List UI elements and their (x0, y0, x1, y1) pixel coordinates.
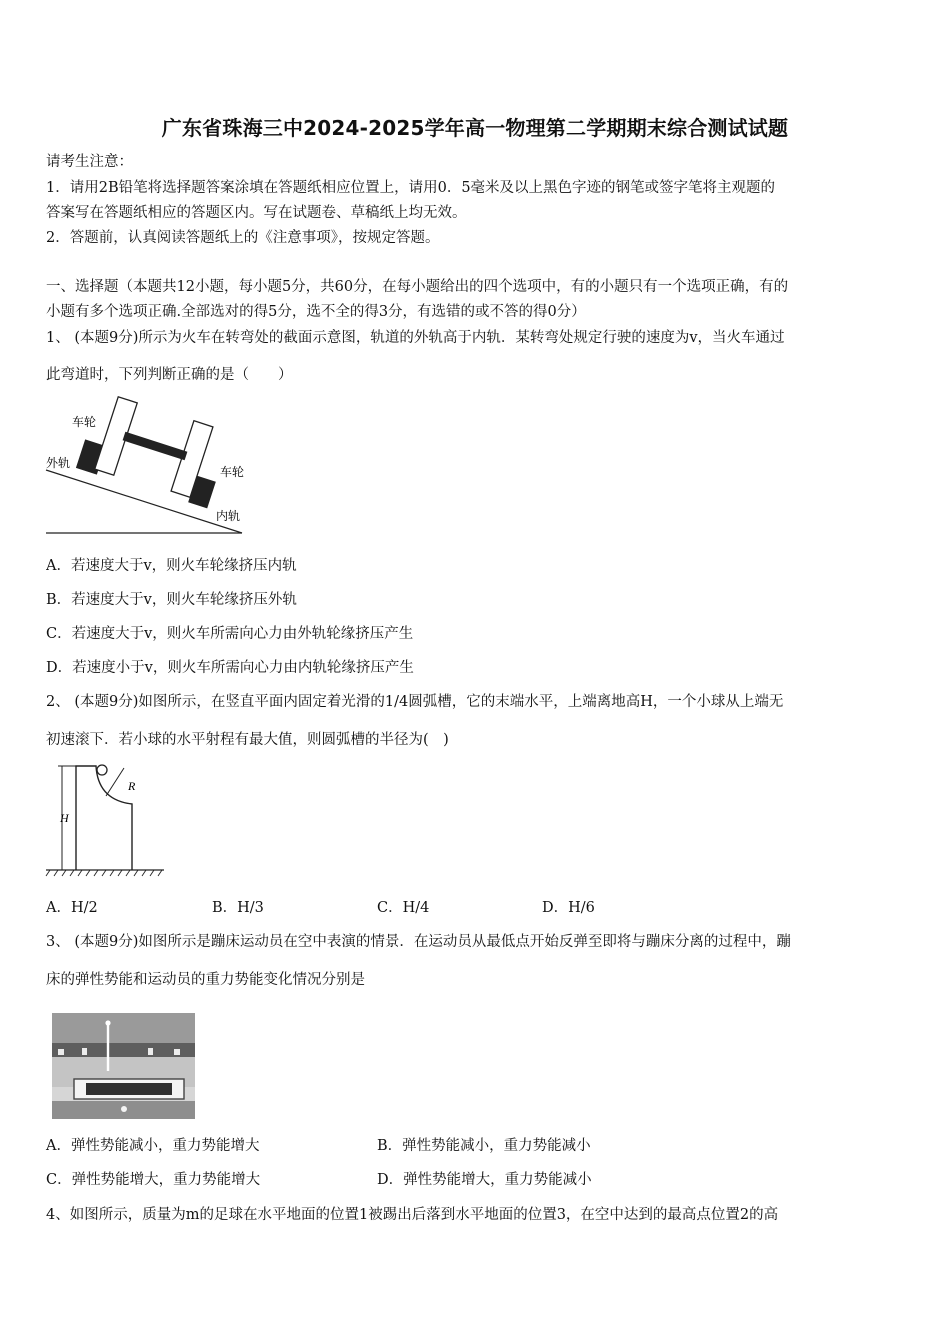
q1-stem-line1: 1、 (本题9分)所示为火车在转弯处的截面示意图，轨道的外轨高于内轨．某转弯处规定行驶的速度为v，当火车通过 (46, 330, 785, 346)
q1-stem-line2: 此弯道时，下列判断正确的是（ ） (46, 367, 293, 383)
photo-coach (121, 1106, 127, 1112)
q3-stem-line1: 3、 (本题9分)如图所示是蹦床运动员在空中表演的情景．在运动员从最低点开始反弹至即将与蹦床分离的过程中，蹦 (46, 934, 791, 950)
q3-option-a: A．弹性势能减小，重力势能增大 (46, 1138, 260, 1154)
q4-stem-line1: 4、如图所示，质量为m的足球在水平地面的位置1被踢出后落到水平地面的位置3，在空中达到的最高点位置2的高 (46, 1207, 779, 1223)
q2-option-c: C．H/4 (377, 900, 430, 916)
q3-option-d: D．弹性势能增大，重力势能减小 (377, 1172, 592, 1188)
q2-option-d: D．H/6 (542, 900, 595, 916)
section-header-1: 一、选择题（本题共12小题，每小题5分，共60分，在每小题给出的四个选项中，有的小题只有一个选项正确，有的 (46, 279, 789, 295)
photo-audience (52, 1043, 195, 1057)
photo-upper-wall (52, 1013, 195, 1047)
q1-option-d: D．若速度小于v，则火车所需向心力由内轨轮缘挤压产生 (46, 660, 414, 676)
q2-stem-line1: 2、 (本题9分)如图所示，在竖直平面内固定着光滑的1/4圆弧槽，它的末端水平，上端离地高H，一个小球从上端无 (46, 694, 784, 710)
arc-groove-figure (44, 758, 168, 878)
slope-line (46, 470, 242, 533)
radius-arrow (106, 768, 124, 796)
q1-option-c: C．若速度大于v，则火车所需向心力由外轨轮缘挤压产生 (46, 626, 414, 642)
train-cross-section-figure (44, 390, 244, 538)
label-wheel-right: 车轮 (220, 465, 244, 479)
ball (97, 765, 107, 775)
q3-option-c: C．弹性势能增大，重力势能增大 (46, 1172, 261, 1188)
notice-item-2: 2．答题前，认真阅读答题纸上的《注意事项》，按规定答题。 (46, 230, 440, 246)
label-r: R (128, 779, 136, 793)
q3-stem-line2: 床的弹性势能和运动员的重力势能变化情况分别是 (46, 972, 365, 988)
trampoline-photo (52, 1013, 195, 1119)
photo-spectator (174, 1049, 180, 1055)
label-h: H (60, 811, 69, 825)
arc-groove (76, 766, 132, 870)
q2-option-b: B．H/3 (212, 900, 264, 916)
photo-spectator (148, 1048, 153, 1055)
q2-option-a: A．H/2 (46, 900, 98, 916)
q3-option-b: B．弹性势能减小，重力势能减小 (377, 1138, 591, 1154)
label-inner-rail: 内轨 (216, 509, 241, 523)
q1-option-b: B．若速度大于v，则火车轮缘挤压外轨 (46, 592, 297, 608)
photo-trampoline-bed (86, 1083, 172, 1095)
q2-stem-line2: 初速滚下．若小球的水平射程有最大值，则圆弧槽的半径为( ) (46, 732, 449, 748)
photo-spectator (58, 1049, 64, 1055)
notice-header: 请考生注意： (46, 154, 133, 170)
q1-option-a: A．若速度大于v，则火车轮缘挤压内轨 (46, 558, 297, 574)
notice-item-1b: 答案写在答题纸相应的答题区内。写在试题卷、草稿纸上均无效。 (46, 205, 467, 221)
photo-spectator (82, 1048, 87, 1055)
photo-athlete-head (105, 1020, 110, 1025)
page-title: 广东省珠海三中2024-2025学年高一物理第二学期期末综合测试试题 (161, 116, 789, 140)
label-outer-rail: 外轨 (46, 456, 71, 470)
label-wheel-top: 车轮 (72, 415, 97, 429)
axle (124, 436, 186, 456)
notice-item-1a: 1．请用2B铅笔将选择题答案涂填在答题纸相应位置上，请用0．5毫米及以上黑色字迹的钢笔或签字笔将主观题的 (46, 180, 776, 196)
section-header-2: 小题有多个选项正确.全部选对的得5分，选不全的得3分，有选错的或不答的得0分） (46, 304, 586, 320)
ground-hatching (46, 870, 162, 876)
